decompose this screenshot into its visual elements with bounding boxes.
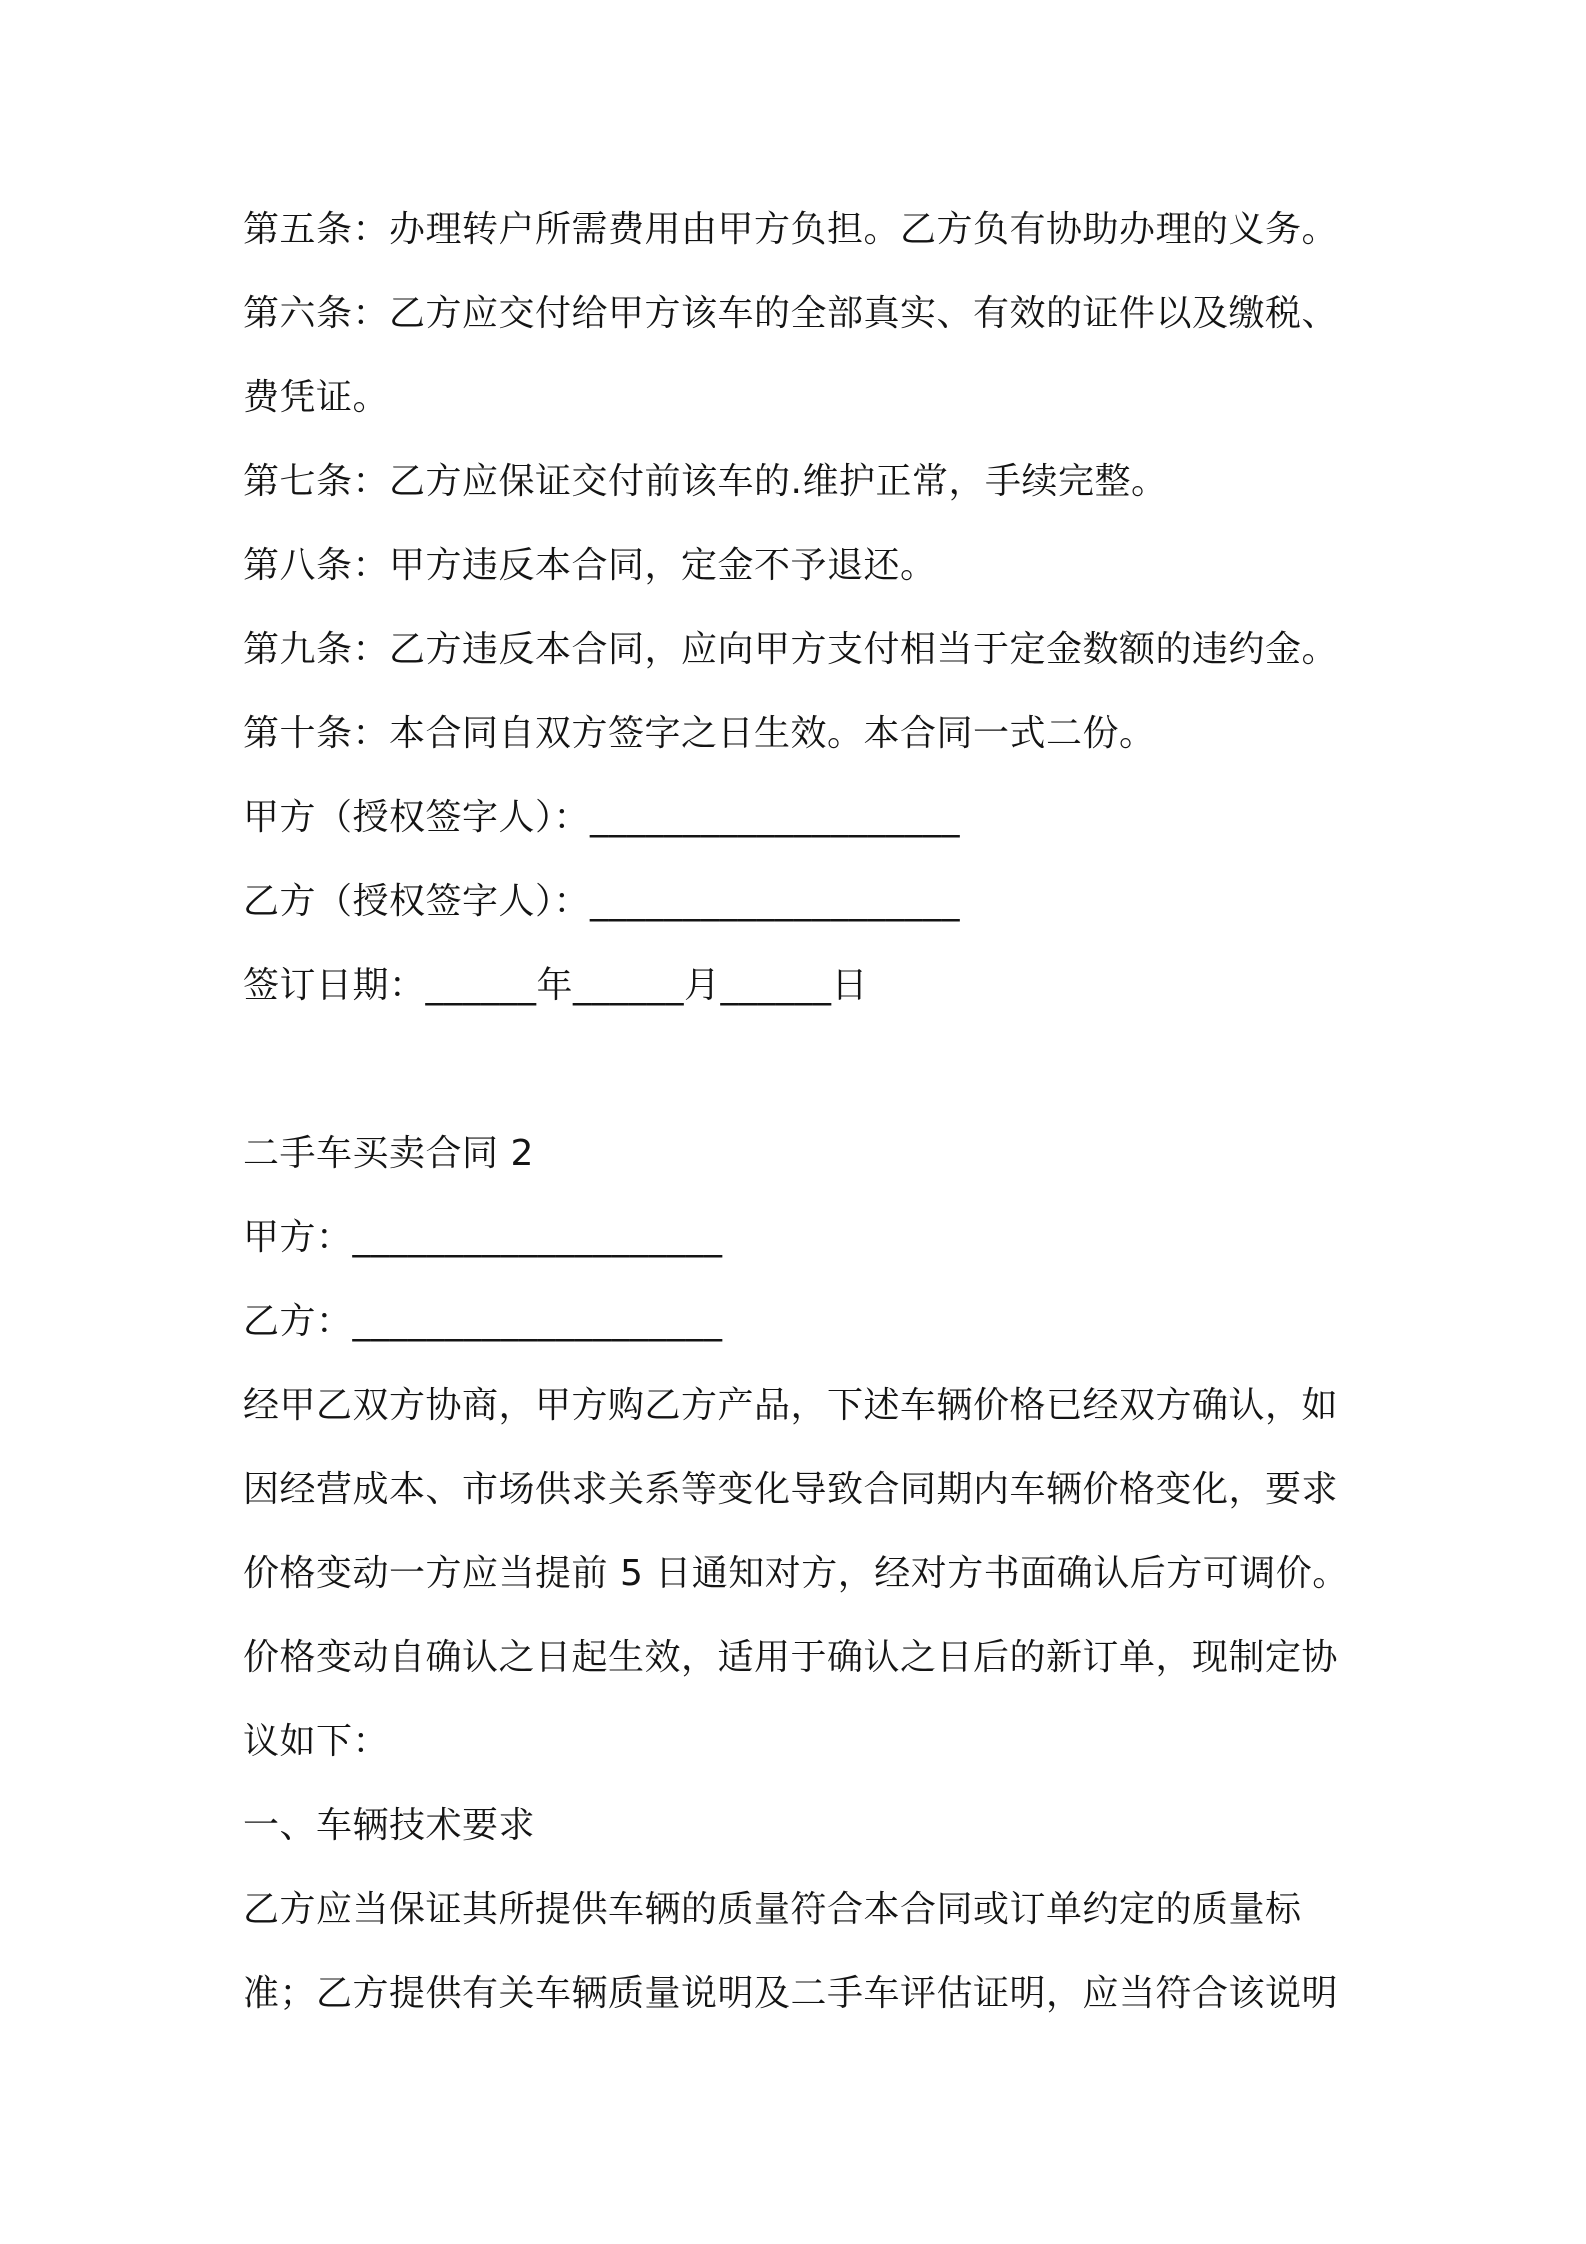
preamble-line-5: 议如下： xyxy=(243,1721,390,1762)
preamble-line-3: 价格变动一方应当提前 5 日通知对方，经对方书面确认后方可调价。 xyxy=(243,1553,1349,1594)
preamble-line-2: 因经营成本、市场供求关系等变化导致合同期内车辆价格变化，要求 xyxy=(243,1469,1339,1510)
preamble-line-1: 经甲乙双方协商，甲方购乙方产品，下述车辆价格已经双方确认，如 xyxy=(243,1385,1339,1426)
clause-7: 第七条：乙方应保证交付前该车的.维护正常，手续完整。 xyxy=(243,461,1168,502)
clause-10: 第十条：本合同自双方签字之日生效。本合同一式二份。 xyxy=(243,713,1156,754)
clause-9: 第九条：乙方违反本合同，应向甲方支付相当于定金数额的违约金。 xyxy=(243,629,1339,670)
party-b-signature: 乙方（授权签字人）：____________________ xyxy=(243,881,961,922)
preamble-line-4: 价格变动自确认之日起生效，适用于确认之日后的新订单，现制定协 xyxy=(243,1637,1339,1678)
contract-title: 二手车买卖合同 2 xyxy=(243,1133,534,1174)
signing-date: 签订日期：______年______月______日 xyxy=(243,965,869,1006)
party-b: 乙方：____________________ xyxy=(243,1301,723,1342)
party-a-signature: 甲方（授权签字人）：____________________ xyxy=(243,797,961,838)
clause-8: 第八条：甲方违反本合同，定金不予退还。 xyxy=(243,545,937,586)
requirements-line-2: 准；乙方提供有关车辆质量说明及二手车评估证明，应当符合该说明 xyxy=(243,1973,1339,2014)
section-heading-vehicle-requirements: 一、车辆技术要求 xyxy=(243,1805,536,1846)
requirements-line-1: 乙方应当保证其所提供车辆的质量符合本合同或订单约定的质量标 xyxy=(243,1889,1302,1930)
clause-5: 第五条：办理转户所需费用由甲方负担。乙方负有协助办理的义务。 xyxy=(243,209,1339,250)
clause-6: 第六条：乙方应交付给甲方该车的全部真实、有效的证件以及缴税、 xyxy=(243,293,1339,334)
clause-6-continued: 费凭证。 xyxy=(243,377,390,418)
party-a: 甲方：____________________ xyxy=(243,1217,723,1258)
